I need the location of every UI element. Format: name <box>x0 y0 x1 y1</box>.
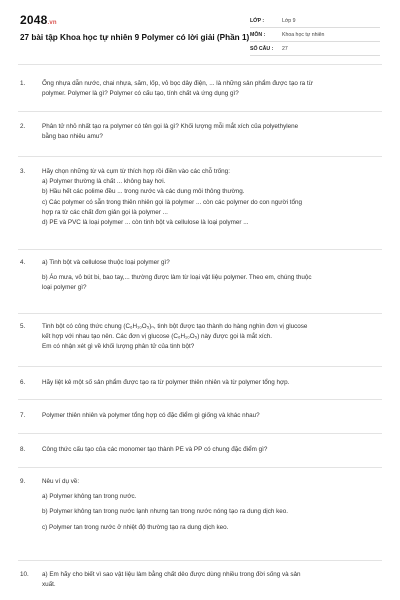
question-line: xuất. <box>42 581 56 589</box>
divider <box>18 433 382 434</box>
document-title: 27 bài tập Khoa học tự nhiên 9 Polymer có lời giải (Phần 1) <box>20 33 250 42</box>
question-body <box>42 445 382 455</box>
question-number: 2. <box>20 123 26 130</box>
divider <box>18 156 382 157</box>
divider <box>18 111 382 112</box>
question-number: 10. <box>20 571 29 578</box>
question-line: c) Các polymer có sẵn trong thiên nhiên gọi là polymer ... còn các polymer do con người tổng <box>42 198 303 206</box>
question-body <box>42 167 382 228</box>
question-line: polymer. Polymer là gì? Polymer có cấu tạo, tính chất và ứng dụng gì? <box>42 90 239 98</box>
question-line: loại polymer gì? <box>42 284 87 292</box>
divider <box>18 249 382 250</box>
divider <box>18 313 382 314</box>
question-1 <box>20 79 382 99</box>
logo-domain: .vn <box>47 20 57 26</box>
question-4 <box>20 258 382 294</box>
meta-key: LỚP : <box>250 17 265 24</box>
divider <box>18 64 382 65</box>
question-number: 7. <box>20 412 26 419</box>
question-line: b) Áo mưa, vỏ bút bi, bao tay,... thường được làm từ loại vật liệu polymer. Theo em, chúng thuộc <box>42 274 312 282</box>
question-line: bằng bao nhiêu amu? <box>42 133 103 141</box>
question-number: 1. <box>20 80 26 87</box>
question-number: 6. <box>20 379 26 386</box>
question-line: a) Tinh bột và cellulose thuộc loại polymer gì? <box>42 259 170 266</box>
divider <box>18 399 382 400</box>
question-line: hợp ra từ các chất đơn giản gọi là polymer ... <box>42 208 168 216</box>
question-2 <box>20 122 382 142</box>
divider <box>18 366 382 367</box>
site-logo[interactable] <box>20 13 57 27</box>
question-6 <box>20 378 382 388</box>
question-number: 5. <box>20 323 26 330</box>
question-body <box>42 411 382 421</box>
question-7 <box>20 411 382 421</box>
question-line: Em có nhận xét gì về khối lượng phân tử của tinh bột? <box>42 343 195 351</box>
question-body <box>42 258 382 294</box>
divider <box>18 467 382 468</box>
question-line: Nêu ví dụ về: <box>42 478 80 485</box>
question-line: Polymer thiên nhiên và polymer tổng hợp có đặc điểm gì giống và khác nhau? <box>42 412 260 419</box>
question-10 <box>20 570 382 590</box>
question-line: Hãy liệt kê một số sản phẩm được tạo ra từ polymer thiên nhiên và từ polymer tổng hợp. <box>42 379 290 386</box>
question-line: Phân tử nhỏ nhất tạo ra polymer có tên gọi là gì? Khối lượng mỗi mắt xích của polyethylene <box>42 123 299 130</box>
meta-value: Khoa học tự nhiên <box>282 31 325 38</box>
meta-value: 27 <box>282 45 288 52</box>
question-number: 8. <box>20 446 26 453</box>
question-body <box>42 79 382 99</box>
question-body <box>42 122 382 142</box>
divider <box>18 560 382 561</box>
question-line: Ống nhựa dẫn nước, chai nhựa, săm, lốp, vỏ bọc dây điện, ... là những sản phẩm được tạo ra từ <box>42 80 313 87</box>
question-number: 4. <box>20 259 26 266</box>
meta-row-subject <box>250 28 380 42</box>
question-body <box>42 378 382 388</box>
question-line: d) PE và PVC là loại polymer ... còn tinh bột và cellulose là loại polymer ... <box>42 219 249 227</box>
question-body <box>42 477 382 533</box>
question-line: a) Em hãy cho biết vì sao vật liệu làm bằng chất dẻo được dùng nhiều trong đời sống và sản <box>42 571 301 578</box>
question-5 <box>20 322 382 353</box>
question-number: 3. <box>20 168 26 175</box>
question-9 <box>20 477 382 533</box>
question-line: b) Polymer không tan trong nước lạnh nhưng tan trong nước nóng tạo ra dung dịch keo. <box>42 508 288 516</box>
question-line: a) Polymer thường là chất ... không bay hơi. <box>42 178 166 186</box>
question-line: b) Hầu hết các polime đều ... trong nước và các dung môi thông thường. <box>42 188 245 196</box>
question-line: Công thức cấu tạo của các monomer tạo thành PE và PP có chung đặc điểm gì? <box>42 446 268 453</box>
question-body <box>42 570 382 590</box>
question-line: Tinh bột có công thức chung (C₆H₁₀O₅)ₙ, tinh bột được tạo thành do hàng nghìn đơn vị glucose <box>42 323 308 330</box>
question-line: Hãy chọn những từ và cụm từ thích hợp rồi điền vào các chỗ trống: <box>42 168 230 175</box>
meta-table <box>250 14 380 56</box>
meta-key: MÔN : <box>250 31 266 38</box>
question-number: 9. <box>20 478 26 485</box>
question-3 <box>20 167 382 228</box>
question-line: a) Polymer không tan trong nước. <box>42 493 137 501</box>
meta-value: Lớp 9 <box>282 17 296 24</box>
meta-row-grade <box>250 14 380 28</box>
meta-key: SỐ CÂU : <box>250 45 274 52</box>
meta-row-count <box>250 42 380 56</box>
logo-text: 2048 <box>20 13 48 27</box>
question-line: kết hợp với nhau tạo nên. Các đơn vị glucose (C₆H₁₀O₅) này được gọi là mắt xích. <box>42 333 273 341</box>
question-line: c) Polymer tan trong nước ở nhiệt độ thường tạo ra dung dịch keo. <box>42 523 229 531</box>
question-body <box>42 322 382 353</box>
question-8 <box>20 445 382 455</box>
